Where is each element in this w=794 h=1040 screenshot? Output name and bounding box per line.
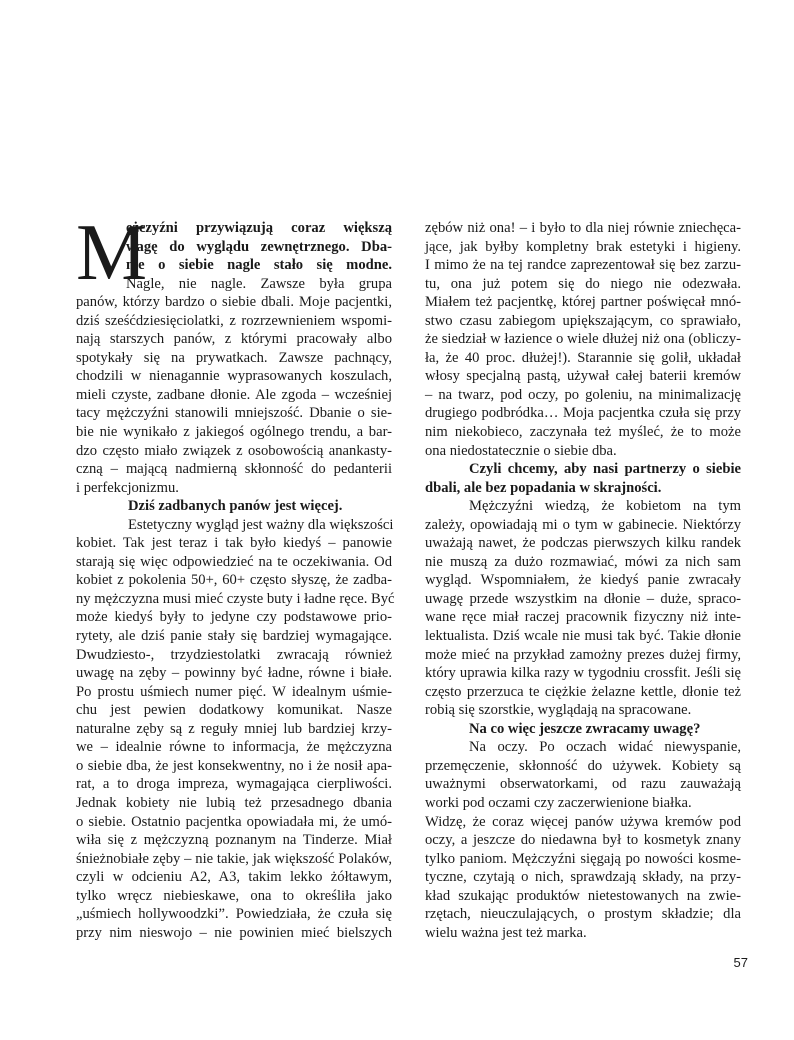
text-line: nie muszą za dużo rozmawiać, mówi za nich sam: [425, 553, 741, 570]
text-line: czyli w odcieniu A2, A3, takim lekko żółtawym,: [76, 869, 392, 886]
right-column-text: [425, 219, 741, 942]
text-line: kład szukając produktów nietestowanych na zwie-: [425, 887, 741, 904]
text-line: starają się więc odpowiedzieć na te oczekiwania. Od: [76, 553, 392, 570]
text-line: uwagę na zęby – powinny być ładne, równe i białe.: [76, 665, 392, 682]
text-line: o siebie dba, że jest konsekwentny, no i że nosił apa-: [76, 757, 392, 774]
text-line: rat, a to droga impreza, wymagająca cierpliwości.: [76, 776, 392, 793]
text-line: bie nie wynikało z jakiegoś ogólnego trendu, a bar-: [76, 424, 392, 441]
text-line: mieli czyste, zadbane dłonie. Ale zgoda – wcześniej: [76, 386, 392, 403]
text-line: że siedział w łazience o wiele dłużej niż ona (obliczy-: [425, 331, 741, 348]
drop-cap: M: [76, 209, 148, 297]
text-line: wielu ważna jest też marka.: [425, 924, 587, 941]
text-line: Jednak kobiety nie lubią też przesadnego dbania: [76, 794, 392, 811]
text-line: uważają nawet, że podczas pierwszych kilku randek: [425, 535, 741, 552]
text-line: Mężczyźni wiedzą, że kobietom na tym: [469, 498, 741, 515]
text-line: śnieżnobiałe zęby – nie takie, jak większość Polaków,: [76, 850, 392, 867]
text-line: zębów niż ona! – i było to dla niej równie zniechęca-: [425, 220, 741, 236]
text-line: Miałem też pacjentkę, której partner poświęcał mnó-: [425, 294, 741, 311]
text-line: rytety, ale dziś panie stały się bardziej wymagające.: [76, 628, 392, 645]
text-line: wagę do wyglądu zewnętrznego. Dba-: [126, 238, 392, 255]
text-line: nim niekobieco, zaczynała też myśleć, że to może: [425, 424, 741, 441]
text-line: worki pod oczami czy zaczerwienione białka.: [425, 794, 692, 811]
text-line: jące, jak byłby kompletny brak estetyki i higieny.: [425, 238, 741, 255]
text-line: panów, którzy bardzo o siebie dbali. Moje pacjentki,: [76, 294, 392, 311]
text-line: Dwudziesto-, trzydziestolatki zwracają również: [76, 646, 392, 663]
text-line: i perfekcjonizmu.: [76, 479, 179, 496]
text-line: Na co więc jeszcze zwracamy uwagę?: [469, 720, 701, 737]
left-column: [76, 209, 395, 942]
text-line: nie o siebie nagle stało się modne.: [126, 257, 392, 274]
text-line: często przerzuca te ciężkie żelazne kettle, dłonie też: [425, 683, 741, 700]
text-line: nają starszych panów, z którymi pracowały albo: [76, 331, 392, 348]
text-line: Po prostu uśmiech numer pięć. W idealnym uśmie-: [76, 683, 392, 700]
text-line: Estetyczny wygląd jest ważny dla większości: [128, 516, 394, 533]
text-line: zależy, opowiadają mi o tym w gabinecie. Niektórzy: [425, 516, 741, 533]
text-line: przy nim nieswojo – nie powinien mieć bielszych: [76, 924, 392, 941]
text-line: o siebie. Ostatnio pacjentka opowiadała mi, że umó-: [76, 813, 392, 830]
text-line: Dziś zadbanych panów jest więcej.: [128, 498, 343, 515]
text-line: chodzili w nienagannie wyprasowanych koszulach,: [76, 368, 392, 385]
text-line: dbali, ale bez popadania w skrajności.: [425, 479, 662, 496]
text-line: kobiet. Tak jest teraz i tak było kiedyś – panowie: [76, 535, 392, 552]
text-line: wiła się z mężczyzną poznanym na Tinderze. Miał: [76, 832, 392, 849]
text-line: dziś sześćdziesięciolatki, z rozrzewnieniem wspomi-: [76, 312, 392, 329]
text-line: we – idealnie równe to informacja, że mężczyzna: [76, 739, 392, 756]
text-line: ła, że 40 proc. dłużej!). Starannie się golił, układał: [425, 349, 741, 366]
text-line: naturalne zęby są z reguły mniej lub bardziej krzy-: [76, 720, 392, 737]
page-number: 57: [733, 955, 748, 970]
text-line: Nagle, nie nagle. Zawsze była grupa: [126, 275, 392, 292]
text-line: Czyli chcemy, aby nasi partnerzy o siebie: [469, 461, 741, 478]
text-line: wygląd. Wspomniałem, że kiedyś panie zwracały: [425, 572, 741, 589]
text-line: robią się szorstkie, wyglądają na spracowane.: [425, 702, 692, 719]
text-line: ężczyźni przywiązują coraz większą: [126, 220, 392, 236]
text-line: wane ręce miał raczej pracownik fizyczny niż inte-: [425, 609, 741, 626]
text-line: „uśmiech hollywoodzki”. Powiedziała, że czuła się: [76, 906, 392, 923]
text-line: przemęczenie, skłonność do używek. Kobiety są: [425, 757, 741, 774]
text-line: kobiet z pokolenia 50+, 60+ często słyszę, że zadba-: [76, 572, 392, 589]
text-line: chu jest pewien dodatkowy komunikat. Nasze: [76, 702, 392, 719]
text-line: włosy specjalną pastą, używał całej baterii kremów: [425, 368, 741, 385]
text-line: ny mężczyzna musi mieć czyste buty i ładne ręce. Być: [76, 590, 395, 607]
text-line: drugiego podbródka… Moja pacjentka czuła się przy: [425, 405, 741, 422]
text-line: tu, ona już potem się do niego nie odezwała.: [425, 275, 741, 292]
text-line: może mieć na przykład zamożny prezes dużej firmy,: [425, 646, 741, 663]
text-line: tyczne, czytają o nich, sprawdzają składy, na przy-: [425, 869, 741, 886]
right-column: [425, 219, 741, 942]
text-line: oczy, a jeszcze do niedawna był to kosmetyk znany: [425, 832, 741, 849]
text-line: rzętach, nieuczulających, o prostym składzie; dla: [425, 906, 741, 923]
text-line: dzo często miało związek z osobowością anankasty-: [76, 442, 392, 459]
text-line: tylko wręcz niebieskawe, ona to określiła jako: [76, 887, 392, 904]
text-line: tacy mężczyźni stanowili mniejszość. Dbanie o sie-: [76, 405, 392, 422]
text-line: lektualista. Dziś wcale nie musi tak być. Takie dłonie: [425, 628, 741, 645]
left-column-text: [76, 219, 395, 942]
text-line: czną – mającą nadmierną skłonność do pedanterii: [76, 461, 392, 478]
text-line: może kiedyś były to jedyne czy podstawowe prio-: [76, 609, 392, 626]
text-line: który uprawia kilka razy w tygodniu crossfit. Jeśli się: [425, 665, 741, 682]
text-line: Widzę, że coraz więcej panów używa kremów pod: [425, 813, 741, 830]
text-line: Na oczy. Po oczach widać niewyspanie,: [469, 739, 741, 756]
text-line: – na twarz, pod oczy, po goleniu, na minimalizację: [425, 386, 741, 403]
text-line: spotykały się na prywatkach. Zawsze pachnący,: [76, 349, 392, 366]
text-line: ona niedostatecznie o siebie dba.: [425, 442, 617, 459]
text-line: uważnymi obserwatorkami, od razu zauważają: [425, 776, 741, 793]
text-line: uwagę przede wszystkim na dłonie – duże, spraco-: [425, 590, 741, 607]
text-line: tylko paniom. Mężczyźni sięgają po nowości kosme-: [425, 850, 741, 867]
text-line: I mimo że na tej randce zaprezentował się bez zarzu-: [425, 257, 741, 274]
text-line: stwo czasu zabiegom upiększającym, co sprawiało,: [425, 312, 741, 329]
